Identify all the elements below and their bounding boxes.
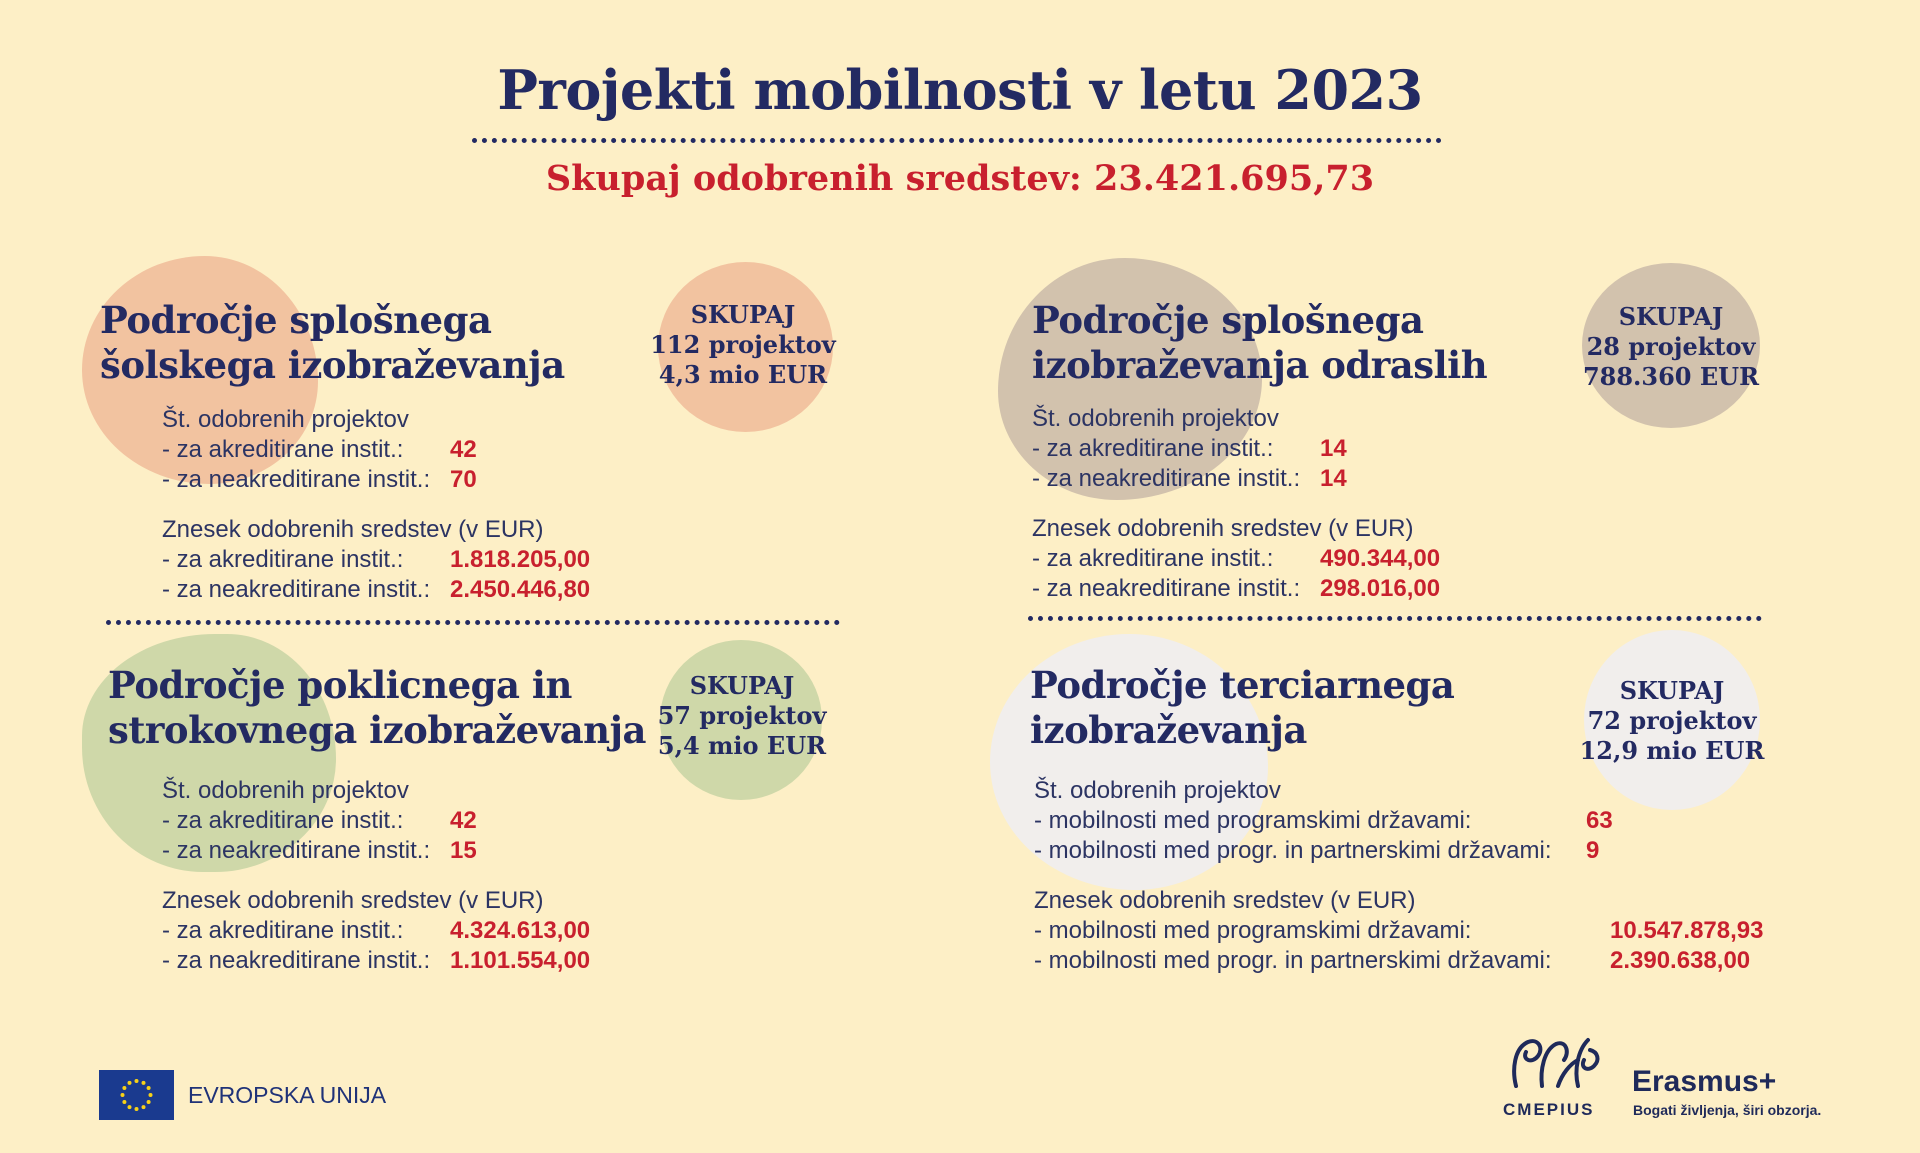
title-divider (472, 138, 1442, 143)
stat-value: 10.547.878,93 (1610, 917, 1764, 944)
stat-label: - za neakreditirane instit.: (1032, 575, 1301, 602)
total-line: SKUPAJ (1619, 676, 1725, 705)
list-item (1034, 916, 1774, 946)
section-vocational-heading (108, 663, 646, 753)
stat-label: - za neakreditirane instit.: (162, 837, 431, 864)
stat-value: 70 (450, 466, 477, 493)
stat-label: - za akreditirane instit.: (162, 546, 404, 573)
total-line: 72 projektov (1587, 706, 1757, 735)
stat-label: - za akreditirane instit.: (162, 436, 404, 463)
total-line: SKUPAJ (1618, 302, 1724, 331)
list-item (1032, 544, 1592, 574)
stat-label: - za neakreditirane instit.: (162, 466, 431, 493)
list-item (1034, 946, 1774, 976)
total-line: 12,9 mio EUR (1579, 736, 1765, 765)
section-tertiary-heading (1030, 663, 1454, 753)
list-item (162, 465, 722, 495)
cmepius-logo-icon (1508, 1030, 1604, 1098)
stat-label: Znesek odobrenih sredstev (v EUR) (1034, 887, 1416, 914)
cmepius-label: CMEPIUS (1503, 1100, 1595, 1119)
section-vocational-stats (162, 776, 722, 976)
eu-flag-icon (99, 1070, 174, 1120)
list-item (162, 806, 722, 836)
list-item (162, 946, 722, 976)
list-item (162, 575, 722, 605)
section-adult-total (1561, 302, 1781, 392)
total-line: 5,4 mio EUR (657, 731, 827, 760)
total-line: 28 projektov (1586, 332, 1756, 361)
stats-heading (162, 405, 722, 435)
list-item (1032, 434, 1592, 464)
stats-heading (162, 886, 722, 916)
total-line: SKUPAJ (690, 300, 796, 329)
stat-label: Št. odobrenih projektov (1032, 405, 1279, 432)
section-school-heading (100, 298, 565, 388)
list-item (162, 545, 722, 575)
section-tertiary-stats (1034, 776, 1774, 976)
stats-heading (1034, 886, 1774, 916)
stat-value: 298.016,00 (1320, 575, 1441, 602)
stat-label: Znesek odobrenih sredstev (v EUR) (162, 516, 544, 543)
section-school-stats (162, 405, 722, 605)
erasmus-slogan: Bogati življenja, širi obzorja. (1633, 1102, 1822, 1118)
stats-heading (1032, 514, 1592, 544)
stat-value: 2.450.446,80 (450, 576, 591, 603)
heading-line: izobraževanja odraslih (1032, 343, 1488, 387)
stat-label: - za akreditirane instit.: (162, 917, 404, 944)
list-item (1034, 806, 1774, 836)
section-adult-stats (1032, 404, 1592, 604)
stats-heading (1034, 776, 1774, 806)
stat-value: 42 (450, 807, 477, 834)
section-vocational-total (632, 671, 852, 761)
stat-label: Št. odobrenih projektov (162, 777, 409, 804)
section-tertiary-total (1562, 676, 1782, 766)
stat-value: 14 (1320, 465, 1347, 492)
section-adult-heading (1032, 298, 1487, 388)
total-line: 4,3 mio EUR (658, 360, 828, 389)
list-item (1032, 574, 1592, 604)
stat-value: 1.101.554,00 (450, 947, 591, 974)
list-item (162, 916, 722, 946)
stat-label: - za neakreditirane instit.: (1032, 465, 1301, 492)
heading-line: Področje terciarnega (1030, 663, 1455, 707)
heading-line: šolskega izobraževanja (100, 343, 565, 387)
heading-line: Področje splošnega (1032, 298, 1424, 342)
stat-value: 4.324.613,00 (450, 917, 591, 944)
section-divider-left (106, 620, 840, 625)
stat-value: 63 (1586, 807, 1613, 834)
stats-heading (1032, 404, 1592, 434)
heading-line: strokovnega izobraževanja (108, 708, 646, 752)
stat-value: 2.390.638,00 (1610, 947, 1751, 974)
section-divider-right (1028, 616, 1762, 621)
stat-value: 14 (1320, 435, 1347, 462)
list-item (1032, 464, 1592, 494)
stats-heading (162, 515, 722, 545)
stat-value: 1.818.205,00 (450, 546, 591, 573)
erasmus-title: Erasmus+ (1632, 1065, 1777, 1098)
list-item (162, 435, 722, 465)
total-line: SKUPAJ (689, 671, 795, 700)
stat-label: - mobilnosti med programskimi državami: (1034, 917, 1472, 944)
stat-label: Znesek odobrenih sredstev (v EUR) (1032, 515, 1414, 542)
page-title: Projekti mobilnosti v letu 2023 (497, 58, 1423, 122)
stat-label: - mobilnosti med progr. in partnerskimi državami: (1034, 947, 1552, 974)
stat-label: - za akreditirane instit.: (1032, 545, 1274, 572)
stat-value: 9 (1586, 837, 1600, 864)
stat-value: 15 (450, 837, 477, 864)
section-school-total (633, 300, 853, 390)
stat-label: - za akreditirane instit.: (162, 807, 404, 834)
stat-label: Znesek odobrenih sredstev (v EUR) (162, 887, 544, 914)
stat-label: - za neakreditirane instit.: (162, 947, 431, 974)
stat-value: 490.344,00 (1320, 545, 1441, 572)
stat-value: 42 (450, 436, 477, 463)
heading-line: Področje poklicnega in (108, 663, 572, 707)
stats-heading (162, 776, 722, 806)
total-funds: Skupaj odobrenih sredstev: 23.421.695,73 (545, 158, 1375, 199)
total-line: 57 projektov (657, 701, 827, 730)
stat-label: Št. odobrenih projektov (1034, 777, 1281, 804)
heading-line: Področje splošnega (100, 298, 492, 342)
stat-label: - za neakreditirane instit.: (162, 576, 431, 603)
list-item (1034, 836, 1774, 866)
stat-label: - mobilnosti med programskimi državami: (1034, 807, 1472, 834)
heading-line: izobraževanja (1030, 708, 1307, 752)
stat-label: - za akreditirane instit.: (1032, 435, 1274, 462)
eu-label: EVROPSKA UNIJA (188, 1082, 387, 1108)
stat-label: Št. odobrenih projektov (162, 406, 409, 433)
stat-label: - mobilnosti med progr. in partnerskimi državami: (1034, 837, 1552, 864)
list-item (162, 836, 722, 866)
total-line: 788.360 EUR (1582, 362, 1760, 391)
total-line: 112 projektov (650, 330, 836, 359)
